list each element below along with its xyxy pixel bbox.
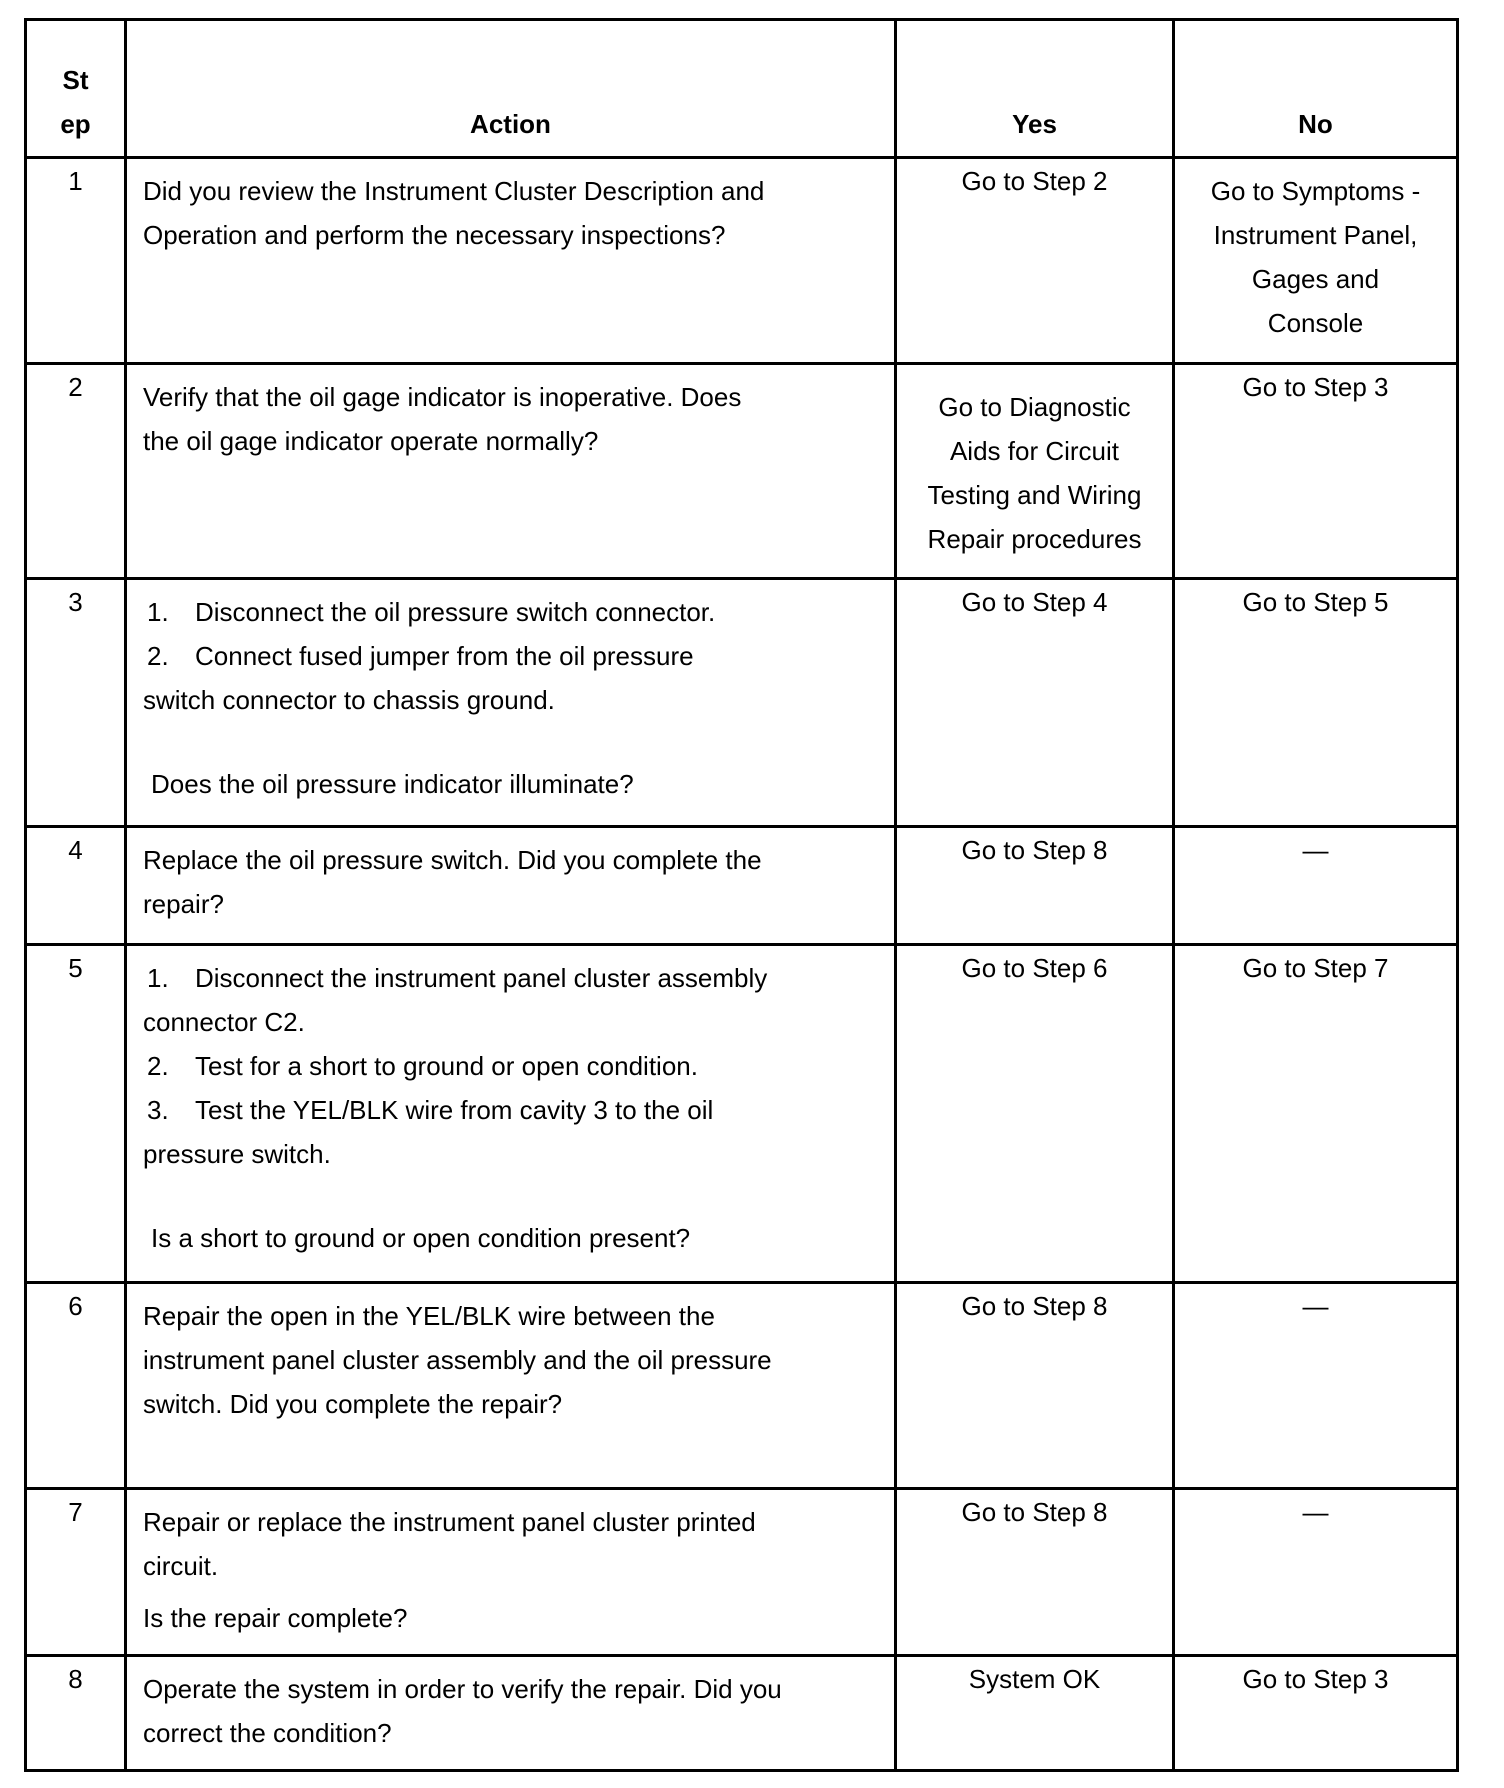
header-yes: Yes <box>896 20 1174 158</box>
no-cell: — <box>1174 1283 1458 1489</box>
no-cell: — <box>1174 1489 1458 1656</box>
no-cell: Go to Step 3 <box>1174 364 1458 579</box>
table-row <box>26 158 1458 364</box>
list-item: 2. Connect fused jumper from the oil pressure <box>147 641 694 671</box>
step-number: 7 <box>26 1489 126 1656</box>
action-cell: Repair or replace the instrument panel cluster printed circuit. Is the repair complete? <box>126 1489 896 1656</box>
action-cell: Verify that the oil gage indicator is inoperative. Does the oil gage indicator operate normally? <box>126 364 896 579</box>
step-number: 4 <box>26 827 126 945</box>
yes-cell: Go to Step 8 <box>896 1283 1174 1489</box>
question: Is a short to ground or open condition present? <box>151 1223 691 1253</box>
step-number: 8 <box>26 1656 126 1771</box>
no-cell: Go to Step 5 <box>1174 579 1458 827</box>
yes-cell: System OK <box>896 1656 1174 1771</box>
table-row <box>26 1489 1458 1656</box>
no-cell: Go to Step 3 <box>1174 1656 1458 1771</box>
yes-cell: Go to Step 4 <box>896 579 1174 827</box>
table-row <box>26 945 1458 1283</box>
header-action: Action <box>126 20 896 158</box>
yes-cell: Go to Step 8 <box>896 1489 1174 1656</box>
table-row <box>26 1656 1458 1771</box>
table-row <box>26 579 1458 827</box>
step-number: 6 <box>26 1283 126 1489</box>
yes-cell: Go to Step 8 <box>896 827 1174 945</box>
step-number: 3 <box>26 579 126 827</box>
step-number: 2 <box>26 364 126 579</box>
no-cell: Go to Symptoms - Instrument Panel, Gages and Console <box>1174 158 1458 364</box>
list-item: 3. Test the YEL/BLK wire from cavity 3 to the oil <box>147 1095 714 1125</box>
table-row <box>26 1283 1458 1489</box>
action-cell: Replace the oil pressure switch. Did you complete the repair? <box>126 827 896 945</box>
yes-cell: Go to Step 2 <box>896 158 1174 364</box>
list-item: 2. Test for a short to ground or open condition. <box>147 1051 698 1081</box>
action-cell: 1. Disconnect the oil pressure switch connector. 2. Connect fused jumper from the oil pressure switch connector to chassis ground. Does the oil pressure indicator illuminate? <box>126 579 896 827</box>
diagnostic-table <box>24 18 1459 1772</box>
action-cell: Repair the open in the YEL/BLK wire between the instrument panel cluster assembly and the oil pressure switch. Did you complete the repair? <box>126 1283 896 1489</box>
header-row <box>26 20 1458 158</box>
step-number: 5 <box>26 945 126 1283</box>
question: Is the repair complete? <box>143 1603 408 1633</box>
header-step: St ep <box>26 20 126 158</box>
header-no: No <box>1174 20 1458 158</box>
table-row <box>26 827 1458 945</box>
action-cell: Did you review the Instrument Cluster Description and Operation and perform the necessary inspections? <box>126 158 896 364</box>
yes-cell: Go to Step 6 <box>896 945 1174 1283</box>
action-cell: Operate the system in order to verify the repair. Did you correct the condition? <box>126 1656 896 1771</box>
question: Does the oil pressure indicator illuminate? <box>151 769 634 799</box>
no-cell: Go to Step 7 <box>1174 945 1458 1283</box>
step-number: 1 <box>26 158 126 364</box>
action-cell: 1. Disconnect the instrument panel cluster assembly connector C2. 2. Test for a short to ground or open condition. 3. Test the YEL/BLK wire from cavity 3 to the oil pressure switch. Is a short to ground or open condition present? <box>126 945 896 1283</box>
table-row <box>26 364 1458 579</box>
list-item: 1. Disconnect the oil pressure switch connector. <box>147 597 716 627</box>
yes-cell: Go to Diagnostic Aids for Circuit Testing and Wiring Repair procedures <box>896 364 1174 579</box>
no-cell: — <box>1174 827 1458 945</box>
list-item: 1. Disconnect the instrument panel cluster assembly <box>147 963 768 993</box>
